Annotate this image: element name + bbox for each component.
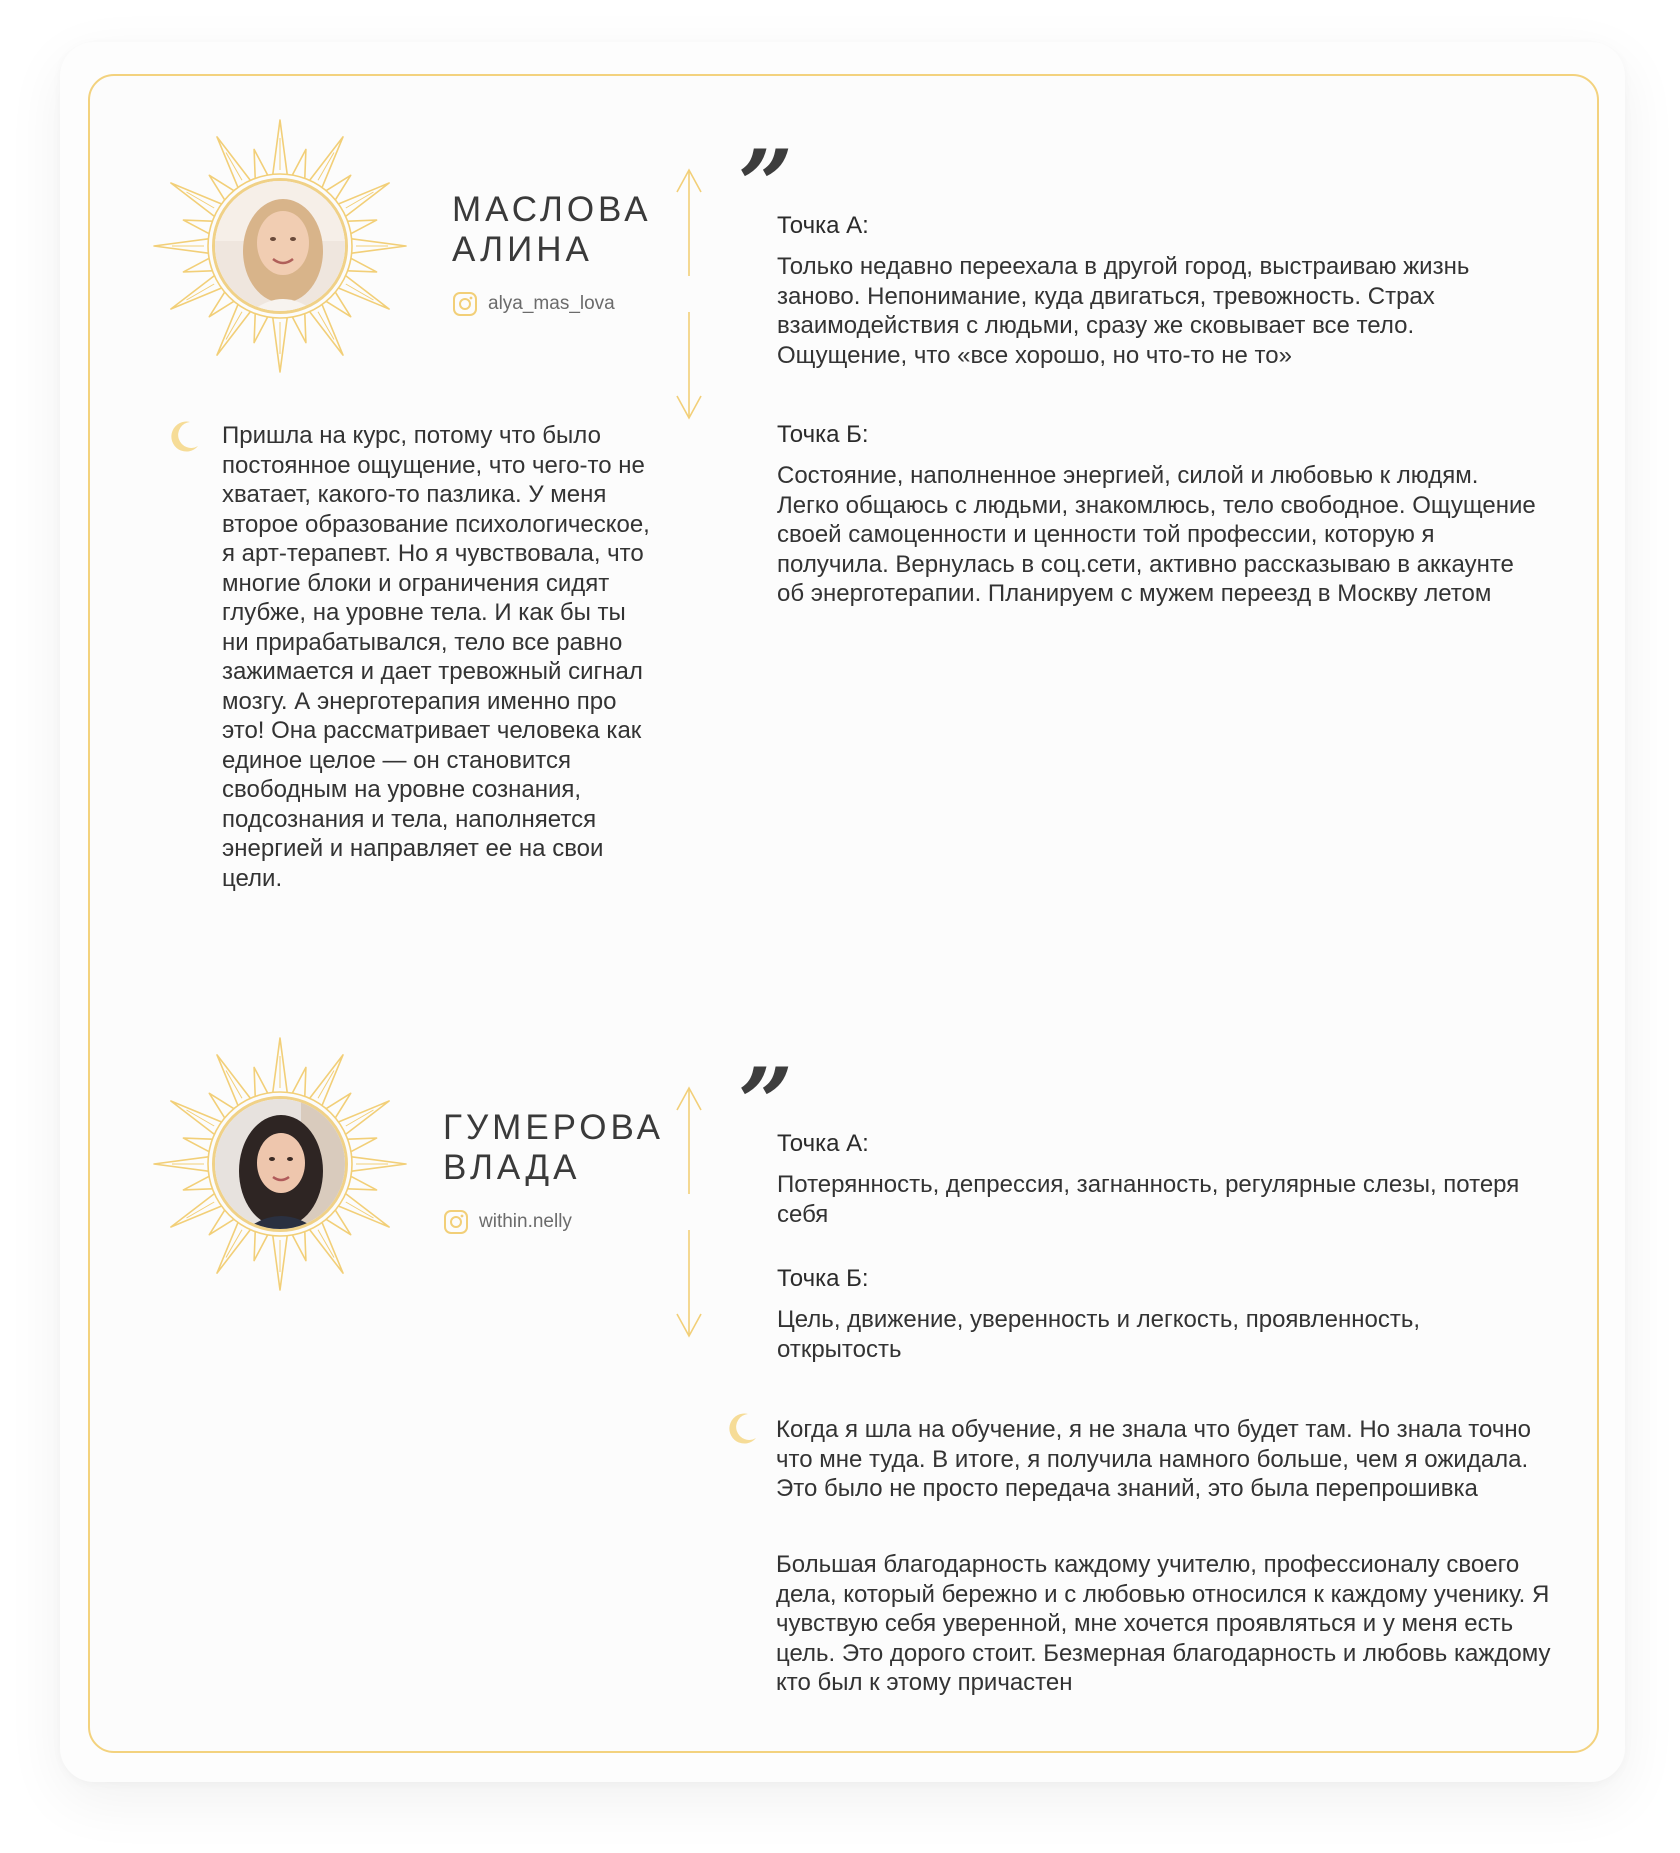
quote-mark-icon: ”: [738, 129, 794, 242]
instagram-handle: alya_mas_lova: [488, 293, 615, 314]
avatar-gumerova: [212, 1096, 348, 1232]
point-b-text: Цель, движение, уверенность и легкость, проявленность, открытость: [777, 1306, 1420, 1363]
point-a-text: Потерянность, депрессия, загнанность, регулярные слезы, потеря себя: [777, 1171, 1520, 1228]
first-name: АЛИНА: [452, 230, 593, 269]
person-name-gumerova: [443, 1108, 664, 1188]
moon-icon: [164, 418, 202, 456]
instagram-handle: within.nelly: [479, 1211, 572, 1232]
arrow-down-icon: [674, 310, 704, 420]
point-b-text: Состояние, наполненное энергией, силой и любовью к людям. Легко общаюсь с людьми, знакомлюсь, тело свободное. Ощущение своей самоценности и ценности той профессии, которую я получила. Вернулась в соц.сети, активно рассказываю в аккаунте об энерготерапии. Планируем с мужем переезд в Москву летом: [777, 462, 1536, 607]
last-name: МАСЛОВА: [452, 190, 652, 229]
story-text-gumerova-2: Большая благодарность каждому учителю, профессионалу своего дела, который бережно и с любовью относился к каждому ученику. Я чувствую себя уверенной, мне хочется проявляться и у меня есть цель. Это дорого стоит. Безмерная благодарность и любовь каждому кто был к этому причастен: [776, 1551, 1551, 1696]
first-name: ВЛАДА: [443, 1148, 581, 1187]
instagram-link-maslova[interactable]: [452, 291, 615, 317]
instagram-icon: [452, 291, 478, 317]
point-a-text: Только недавно переехала в другой город, выстраиваю жизнь заново. Непонимание, куда двигаться, тревожность. Страх взаимодействия с людьми, сразу же сковывает все тело. Ощущение, что «все хорошо, но что-то не то»: [777, 253, 1470, 369]
arrow-up-icon: [674, 1086, 704, 1196]
point-a-title: Точка А:: [777, 1130, 869, 1157]
person-name-maslova: [452, 190, 652, 270]
avatar-maslova: [212, 178, 348, 314]
instagram-icon: [443, 1209, 469, 1235]
story-text-maslova: Пришла на курс, потому что было постоянное ощущение, что чего-то не хватает, какого-то пазлика. У меня второе образование психологическое, я арт-терапевт. Но я чувствовала, что многие блоки и ограничения сидят глубже, на уровне тела. И как бы ты ни прирабатывался, тело все равно зажимается и дает тревожный сигнал мозгу. А энерготерапия именно про это! Она рассматривает человека как единое целое — он становится свободным на уровне сознания, подсознания и тела, наполняется энергией и направляет ее на свои цели.: [222, 422, 650, 892]
arrow-up-icon: [674, 168, 704, 278]
arrow-down-icon: [674, 1228, 704, 1338]
quote-mark-icon: ”: [738, 1047, 794, 1160]
point-b-title: Точка Б:: [777, 1265, 869, 1292]
moon-icon: [722, 1410, 760, 1448]
point-a-title: Точка А:: [777, 212, 869, 239]
point-b-title: Точка Б:: [777, 421, 869, 448]
last-name: ГУМЕРОВА: [443, 1108, 665, 1147]
story-text-gumerova: Когда я шла на обучение, я не знала что будет там. Но знала точно что мне туда. В итоге, я получила намного больше, чем я ожидала. Это было не просто передача знаний, это была перепрошивка: [776, 1416, 1531, 1502]
instagram-link-gumerova[interactable]: [443, 1209, 572, 1235]
